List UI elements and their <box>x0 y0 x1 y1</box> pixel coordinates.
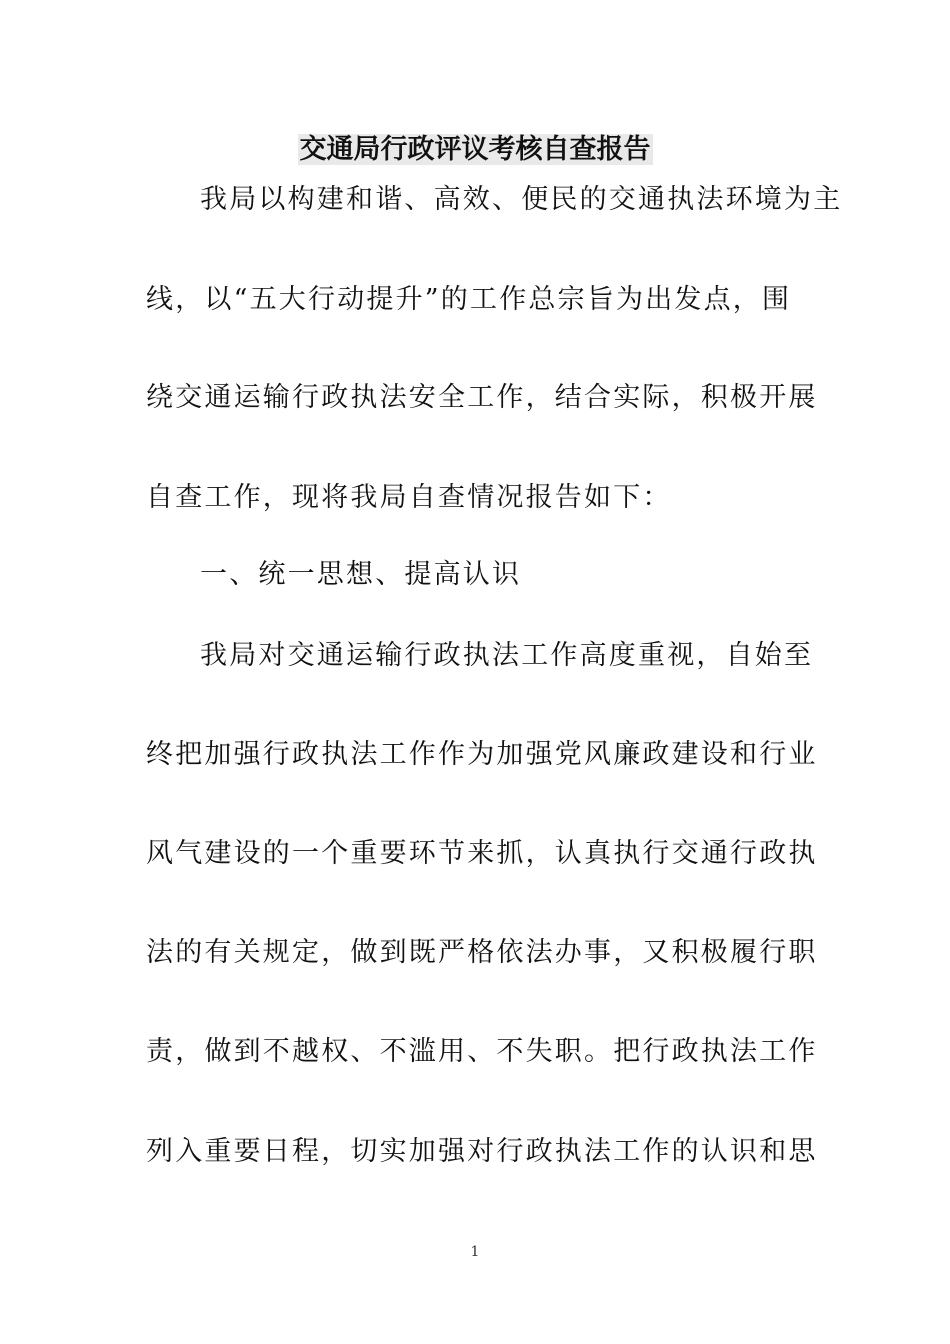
paragraph-line-10: 列入重要日程，切实加强对行政执法工作的认识和思 <box>146 1136 818 1167</box>
paragraph-line-3: 绕交通运输行政执法安全工作，结合实际，积极开展 <box>146 382 818 413</box>
document-title <box>0 130 950 170</box>
paragraph-line-7: 风气建设的一个重要环节来抓，认真执行交通行政执 <box>146 838 818 869</box>
paragraph-line-1: 我局以构建和谐、高效、便民的交通执法环境为主 <box>200 184 843 215</box>
paragraph-line-4: 自查工作，现将我局自查情况报告如下： <box>146 482 672 513</box>
paragraph-line-2: 线，以“五大行动提升”的工作总宗旨为出发点，围 <box>146 284 792 315</box>
paragraph-line-5: 我局对交通运输行政执法工作高度重视，自始至 <box>200 640 814 671</box>
paragraph-line-8: 法的有关规定，做到既严格依法办事，又积极履行职 <box>146 937 818 968</box>
paragraph-line-6: 终把加强行政执法工作作为加强党风廉政建设和行业 <box>146 739 818 770</box>
paragraph-line-9: 责，做到不越权、不滥用、不失职。把行政执法工作 <box>146 1036 818 1067</box>
section-heading-1: 一、统一思想、提高认识 <box>200 559 522 590</box>
page-number: 1 <box>470 1244 480 1260</box>
title-text: 交通局行政评议考核自查报告 <box>299 134 651 165</box>
